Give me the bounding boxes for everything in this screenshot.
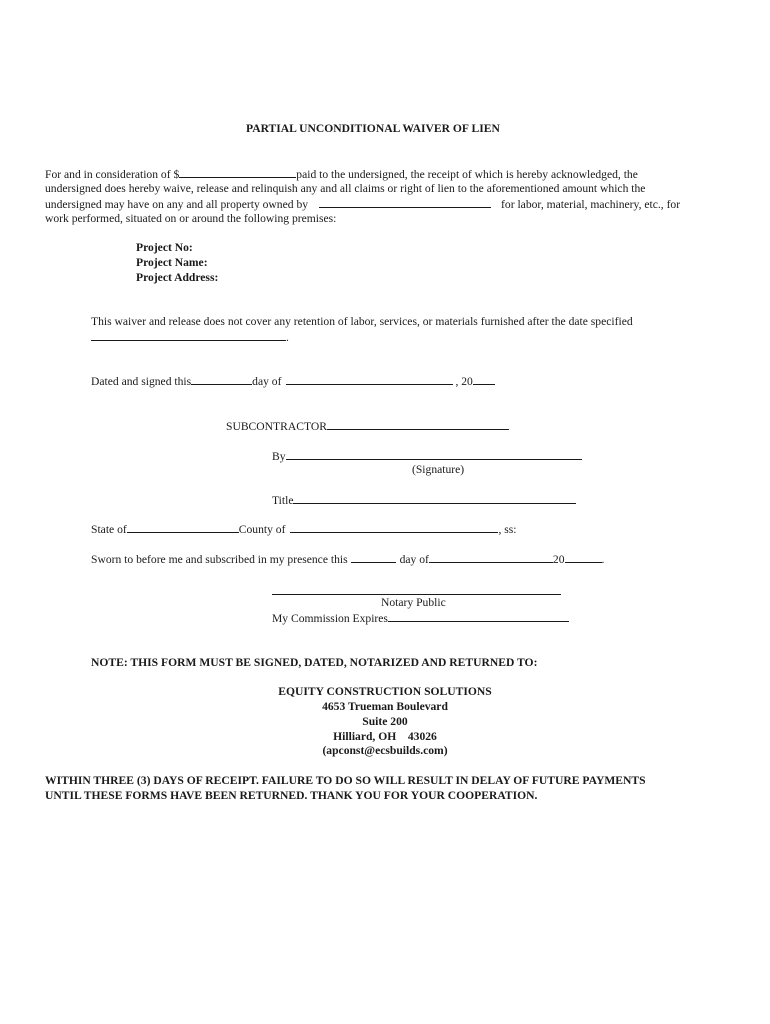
intro-line-3 (45, 196, 680, 212)
state-field[interactable] (127, 521, 239, 533)
dated-line (91, 373, 495, 389)
by-label: By (272, 450, 286, 463)
intro-line-4: work performed, situated on or around the following premises: (45, 212, 337, 225)
company-suite: Suite 200 (362, 715, 408, 728)
sworn-end: . (601, 553, 605, 566)
project-name-label: Project Name: (136, 256, 208, 269)
subcontractor-field[interactable] (327, 418, 509, 430)
year-field[interactable] (473, 373, 495, 385)
intro-line-1 (45, 166, 638, 182)
intro-text: for labor, material, machinery, etc., for (501, 198, 681, 211)
county-label: County of (238, 523, 286, 536)
subcontractor-label: SUBCONTRACTOR (226, 420, 327, 433)
intro-text: For and in consideration of $ (45, 168, 180, 181)
state-county-line (91, 521, 517, 537)
sworn-year-field[interactable] (565, 551, 602, 563)
sworn-day-field[interactable] (351, 551, 396, 563)
commission-line (272, 610, 569, 626)
amount-field[interactable] (179, 166, 296, 178)
signature-caption: (Signature) (412, 463, 465, 476)
project-address-label: Project Address: (136, 271, 219, 284)
warning-line-1: WITHIN THREE (3) DAYS OF RECEIPT. FAILURE TO DO SO WILL RESULT IN DELAY OF FUTURE PAYMENTS (45, 774, 646, 787)
sworn-year: 20 (552, 553, 565, 566)
document-title: PARTIAL UNCONDITIONAL WAIVER OF LIEN (246, 122, 500, 135)
retention-end: . (286, 331, 289, 344)
commission-field[interactable] (388, 610, 569, 622)
intro-line-2: undersigned does hereby waive, release and relinquish any and all claims or right of lien to the aforementioned amount which the (45, 182, 646, 195)
project-no-label: Project No: (136, 241, 193, 254)
company-name: EQUITY CONSTRUCTION SOLUTIONS (278, 685, 492, 698)
sworn-line (91, 551, 604, 567)
month-field[interactable] (286, 373, 453, 385)
dated-year: , 20 (455, 375, 473, 388)
specified-date-field[interactable] (91, 329, 286, 341)
county-field[interactable] (290, 521, 498, 533)
commission-label: My Commission Expires (272, 612, 388, 625)
day-field[interactable] (191, 373, 252, 385)
owner-field[interactable] (319, 196, 491, 208)
dated-day-of: day of (252, 375, 282, 388)
title-field[interactable] (293, 492, 576, 504)
company-email: (apconst@ecsbuilds.com) (322, 744, 448, 757)
dated-prefix: Dated and signed this (91, 375, 192, 388)
ss-label: , ss: (498, 523, 517, 536)
intro-text: undersigned may have on any and all property owned by (45, 198, 309, 211)
notary-signature-line[interactable] (272, 580, 561, 595)
sworn-day-of: day of (399, 553, 429, 566)
company-street: 4653 Trueman Boulevard (322, 700, 448, 713)
state-label: State of (91, 523, 127, 536)
title-line (272, 492, 576, 508)
sworn-month-field[interactable] (429, 551, 553, 563)
signature-field[interactable] (286, 448, 582, 460)
sworn-prefix: Sworn to before me and subscribed in my presence this (91, 553, 348, 566)
title-label: Title (272, 494, 294, 507)
retention-text: This waiver and release does not cover any retention of labor, services, or materials furnished after the date specified (91, 315, 633, 328)
retention-line-2 (91, 329, 289, 345)
note-text: NOTE: THIS FORM MUST BE SIGNED, DATED, NOTARIZED AND RETURNED TO: (91, 656, 538, 669)
intro-text: paid to the undersigned, the receipt of which is hereby acknowledged, the (296, 168, 638, 181)
notary-public-label: Notary Public (381, 596, 446, 609)
subcontractor-line (226, 418, 509, 434)
company-city: Hilliard, OH 43026 (333, 730, 437, 743)
warning-line-2: UNTIL THESE FORMS HAVE BEEN RETURNED. THANK YOU FOR YOUR COOPERATION. (45, 789, 538, 802)
